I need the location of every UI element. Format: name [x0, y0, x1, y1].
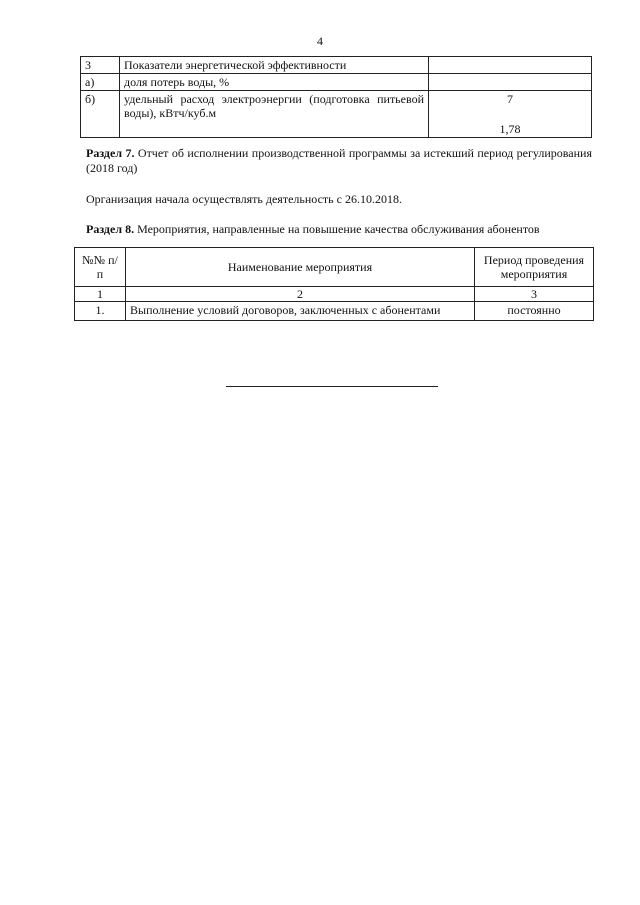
table-row — [75, 302, 594, 321]
row-number: б) — [81, 91, 120, 138]
row-value — [429, 91, 592, 138]
events-table — [74, 247, 594, 321]
section-8-heading — [86, 222, 592, 237]
row-label-line: удельный расход электроэнергии (подготовка питьевой — [124, 92, 424, 106]
table-header-row — [75, 248, 594, 287]
index-cell: 1 — [75, 287, 126, 302]
index-cell: 3 — [475, 287, 594, 302]
index-cell: 2 — [126, 287, 475, 302]
section-7-label: Раздел 7. — [86, 146, 135, 160]
row-label — [120, 91, 429, 138]
energy-consumption-value: 1,78 — [499, 122, 521, 136]
row-number: 3 — [81, 57, 120, 74]
table-row — [81, 91, 592, 138]
row-number: а) — [81, 74, 120, 91]
row-label: доля потерь воды, % — [120, 74, 429, 91]
header-name: Наименование мероприятия — [126, 248, 475, 287]
event-number: 1. — [75, 302, 126, 321]
section-7-text: Отчет об исполнении производственной программы за истекший период регулирования (2018 год) — [86, 146, 592, 175]
energy-efficiency-table — [80, 56, 592, 138]
header-period: Период проведения мероприятия — [475, 248, 594, 287]
row-label: Показатели энергетической эффективности — [120, 57, 429, 74]
section-8-label: Раздел 8. — [86, 222, 135, 236]
row-label-line: воды), кВтч/куб.м — [124, 106, 217, 120]
row-value — [429, 57, 592, 74]
organization-note: Организация начала осуществлять деятельность с 26.10.2018. — [86, 192, 402, 206]
row-value — [429, 74, 592, 91]
table-row — [81, 57, 592, 74]
loss-share-value: 7 — [507, 92, 513, 106]
table-row — [81, 74, 592, 91]
header-num: №№ п/п — [75, 248, 126, 287]
page-number: 4 — [317, 34, 323, 48]
table-index-row — [75, 287, 594, 302]
section-8-text: Мероприятия, направленные на повышение качества обслуживания абонентов — [134, 222, 540, 236]
section-7-heading — [86, 146, 592, 176]
event-period: постоянно — [475, 302, 594, 321]
separator-line — [226, 386, 438, 387]
event-name: Выполнение условий договоров, заключенных с абонентами — [126, 302, 475, 321]
